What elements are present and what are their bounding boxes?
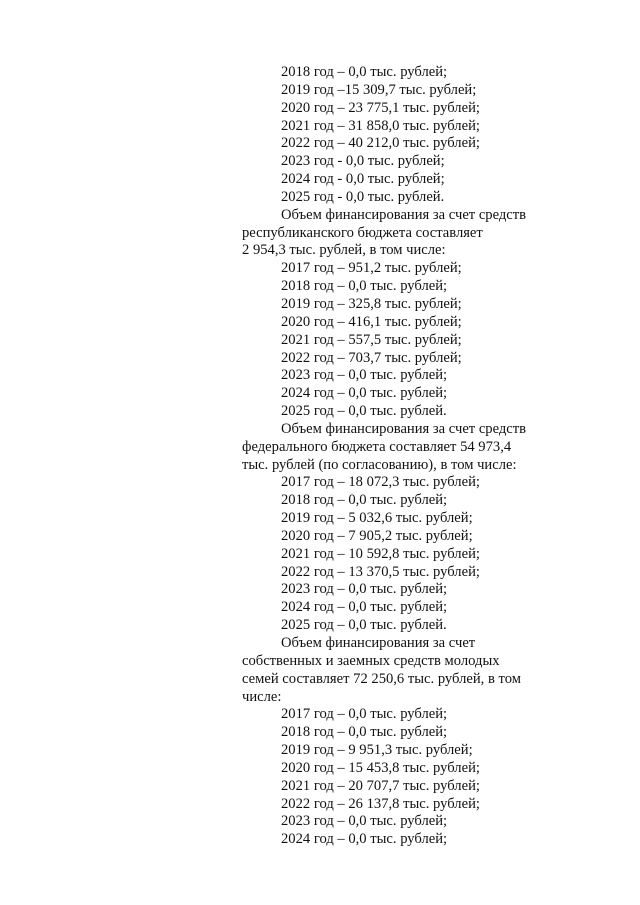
list-item: 2020 год – 15 453,8 тыс. рублей; bbox=[281, 759, 480, 776]
list-item: 2023 год – 0,0 тыс. рублей; bbox=[281, 367, 448, 384]
list-item: 2024 год – 0,0 тыс. рублей; bbox=[281, 831, 448, 848]
list-item: 2022 год – 13 370,5 тыс. рублей; bbox=[281, 563, 480, 580]
list-item: 2018 год – 0,0 тыс. рублей; bbox=[281, 724, 448, 741]
list-item: 2022 год – 26 137,8 тыс. рублей; bbox=[281, 795, 480, 812]
list-item: 2021 год – 20 707,7 тыс. рублей; bbox=[281, 777, 480, 794]
list-item: 2017 год – 951,2 тыс. рублей; bbox=[281, 260, 462, 277]
list-item: 2019 год – 5 032,6 тыс. рублей; bbox=[281, 510, 473, 527]
paragraph-line: 2 954,3 тыс. рублей, в том числе: bbox=[242, 242, 446, 259]
paragraph-line: Объем финансирования за счет bbox=[281, 635, 476, 651]
list-item: 2020 год – 416,1 тыс. рублей; bbox=[281, 313, 462, 330]
list-item: 2024 год - 0,0 тыс. рублей; bbox=[281, 171, 445, 188]
list-item: 2023 год - 0,0 тыс. рублей; bbox=[281, 153, 445, 170]
list-item: 2018 год – 0,0 тыс. рублей; bbox=[281, 278, 448, 295]
list-item: 2019 год –15 309,7 тыс. рублей; bbox=[281, 81, 477, 98]
federal-budget-section bbox=[242, 421, 542, 635]
paragraph-line: республиканского бюджета составляет bbox=[242, 224, 483, 241]
list-item: 2023 год – 0,0 тыс. рублей; bbox=[281, 813, 448, 830]
paragraph-line: числе: bbox=[242, 688, 282, 705]
carryover-list bbox=[242, 64, 542, 207]
list-item: 2019 год – 9 951,3 тыс. рублей; bbox=[281, 742, 473, 759]
list-item: 2020 год – 7 905,2 тыс. рублей; bbox=[281, 527, 473, 544]
paragraph-line: федерального бюджета составляет 54 973,4 bbox=[242, 438, 512, 455]
list-item: 2023 год – 0,0 тыс. рублей; bbox=[281, 581, 448, 598]
list-item: 2020 год – 23 775,1 тыс. рублей; bbox=[281, 99, 480, 116]
list-item: 2019 год – 325,8 тыс. рублей; bbox=[281, 295, 462, 312]
list-item: 2025 год - 0,0 тыс. рублей. bbox=[281, 188, 445, 205]
paragraph-line: семей составляет 72 250,6 тыс. рублей, в том bbox=[242, 670, 521, 687]
paragraph-line: Объем финансирования за счет средств bbox=[281, 420, 527, 437]
list-item: 2018 год – 0,0 тыс. рублей; bbox=[281, 64, 448, 80]
paragraph-line: тыс. рублей (по согласованию), в том числе: bbox=[242, 456, 517, 473]
own-loan-funds-section bbox=[242, 635, 542, 849]
list-item: 2025 год – 0,0 тыс. рублей. bbox=[281, 403, 447, 420]
list-item: 2025 год – 0,0 тыс. рублей. bbox=[281, 617, 447, 634]
list-item: 2024 год – 0,0 тыс. рублей; bbox=[281, 599, 448, 616]
list-item: 2022 год – 40 212,0 тыс. рублей; bbox=[281, 135, 480, 152]
list-item: 2017 год – 18 072,3 тыс. рублей; bbox=[281, 474, 480, 491]
list-item: 2021 год – 31 858,0 тыс. рублей; bbox=[281, 117, 480, 134]
paragraph-line: Объем финансирования за счет средств bbox=[281, 206, 527, 223]
paragraph-line: собственных и заемных средств молодых bbox=[242, 652, 500, 669]
list-item: 2022 год – 703,7 тыс. рублей; bbox=[281, 349, 462, 366]
list-item: 2021 год – 557,5 тыс. рублей; bbox=[281, 331, 462, 348]
list-item: 2024 год – 0,0 тыс. рублей; bbox=[281, 385, 448, 402]
list-item: 2018 год – 0,0 тыс. рублей; bbox=[281, 492, 448, 509]
republican-budget-section bbox=[242, 207, 542, 421]
list-item: 2017 год – 0,0 тыс. рублей; bbox=[281, 706, 448, 723]
document-body bbox=[242, 64, 542, 849]
list-item: 2021 год – 10 592,8 тыс. рублей; bbox=[281, 545, 480, 562]
